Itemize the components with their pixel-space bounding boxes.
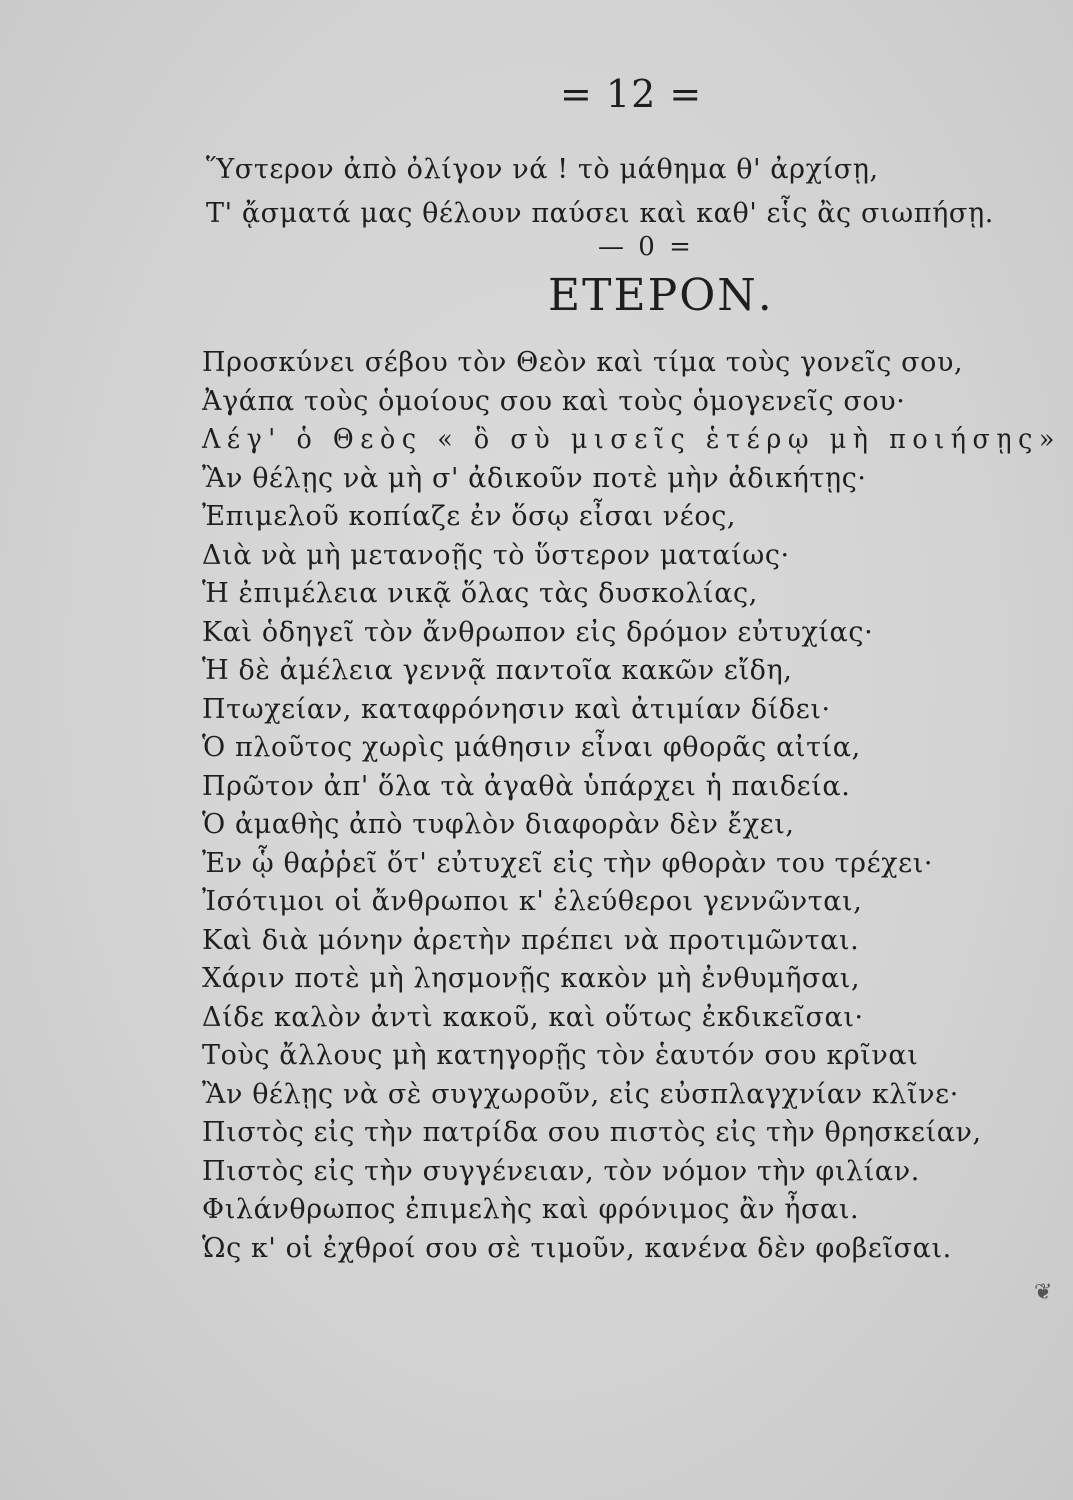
section-heading: ΕΤΕΡΟΝ. <box>548 270 774 321</box>
verse-line: Ὁ ἀμαθὴς ἀπὸ τυφλὸν διαφορὰν δὲν ἔχει, <box>202 809 795 840</box>
poem-body <box>202 344 1062 1268</box>
verse-line: Πτωχείαν, καταφρόνησιν καὶ ἀτιμίαν δίδει· <box>202 693 831 725</box>
verse-line: Ἂν θέλῃς νὰ σὲ συγχωροῦν, εἰς εὐσπλαγχνίαν κλῖνε· <box>202 1078 959 1110</box>
section-divider: — 0 = <box>598 232 694 262</box>
verse-line: Πιστὸς εἰς τὴν συγγένειαν, τὸν νόμον τὴν φιλίαν. <box>202 1155 920 1187</box>
verse-line: Ὡς κ' οἱ ἐχθροί σου σὲ τιμοῦν, κανένα δὲν φοβεῖσαι. <box>202 1232 952 1264</box>
verse-line: Καὶ ὁδηγεῖ τὸν ἄνθρωπον εἰς δρόμον εὐτυχίας· <box>202 616 874 648</box>
verse-line: Χάριν ποτὲ μὴ λησμονῇς κακὸν μὴ ἐνθυμῆσαι, <box>202 963 861 994</box>
verse-line: Ἐν ᾧ θαῤῥεῖ ὅτ' εὐτυχεῖ εἰς τὴν φθορὰν του τρέχει· <box>202 847 934 879</box>
verse-line: Ἂν θέλῃς νὰ μὴ σ' ἀδικοῦν ποτὲ μὴν ἀδικήτῃς· <box>202 462 867 494</box>
verse-line: Τοὺς ἄλλους μὴ κατηγορῇς τὸν ἑαυτόν σου κρῖναι <box>202 1040 919 1071</box>
corner-ornament: ❦ <box>1034 1280 1053 1305</box>
verse-line: Ἡ δὲ ἀμέλεια γεννᾷ παντοῖα κακῶν εἴδη, <box>202 655 793 686</box>
page-number: = 12 = <box>560 72 703 116</box>
verse-line: Ἀγάπα τοὺς ὁμοίους σου καὶ τοὺς ὁμογενεῖς σου· <box>202 385 906 417</box>
verse-line: Φιλάνθρωπος ἐπιμελὴς καὶ φρόνιμος ἂν ἦσαι. <box>202 1194 860 1225</box>
verse-line: Ἐπιμελοῦ κοπίαζε ἐν ὅσῳ εἶσαι νέος, <box>202 501 737 532</box>
verse-line: Καὶ διὰ μόνην ἀρετὴν πρέπει νὰ προτιμῶνται. <box>202 924 860 956</box>
verse-line: Τ' ᾄσματά μας θέλουν παύσει καὶ καθ' εἷς ἂς σιωπήσῃ. <box>206 198 994 229</box>
verse-line: Ὁ πλοῦτος χωρὶς μάθησιν εἶναι φθορᾶς αἰτία, <box>202 732 861 763</box>
verse-line: Προσκύνει σέβου τὸν Θεὸν καὶ τίμα τοὺς γονεῖς σου, <box>202 347 964 378</box>
verse-line: Ὕστερον ἀπὸ ὀλίγον νά ! τὸ μάθημα θ' ἀρχίσῃ, <box>206 154 879 185</box>
verse-line: Ἰσότιμοι οἱ ἄνθρωποι κ' ἐλεύθεροι γεννῶνται, <box>202 886 863 917</box>
verse-line: Λέγ' ὁ Θεὸς « ὃ σὺ μισεῖς ἑτέρῳ μὴ ποιήσῃς» <box>202 424 1061 455</box>
verse-line: Ἡ ἐπιμέλεια νικᾷ ὅλας τὰς δυσκολίας, <box>202 578 758 609</box>
verse-line: Δίδε καλὸν ἀντὶ κακοῦ, καὶ οὕτως ἐκδικεῖσαι· <box>202 1001 864 1033</box>
verse-line: Πιστὸς εἰς τὴν πατρίδα σου πιστὸς εἰς τὴν θρησκείαν, <box>202 1117 982 1148</box>
verse-line: Πρῶτον ἀπ' ὅλα τὰ ἀγαθὰ ὑπάρχει ἡ παιδεία. <box>202 770 851 802</box>
intro-verse <box>206 148 1026 236</box>
verse-line: Διὰ νὰ μὴ μετανοῇς τὸ ὕστερον ματαίως· <box>202 539 790 571</box>
